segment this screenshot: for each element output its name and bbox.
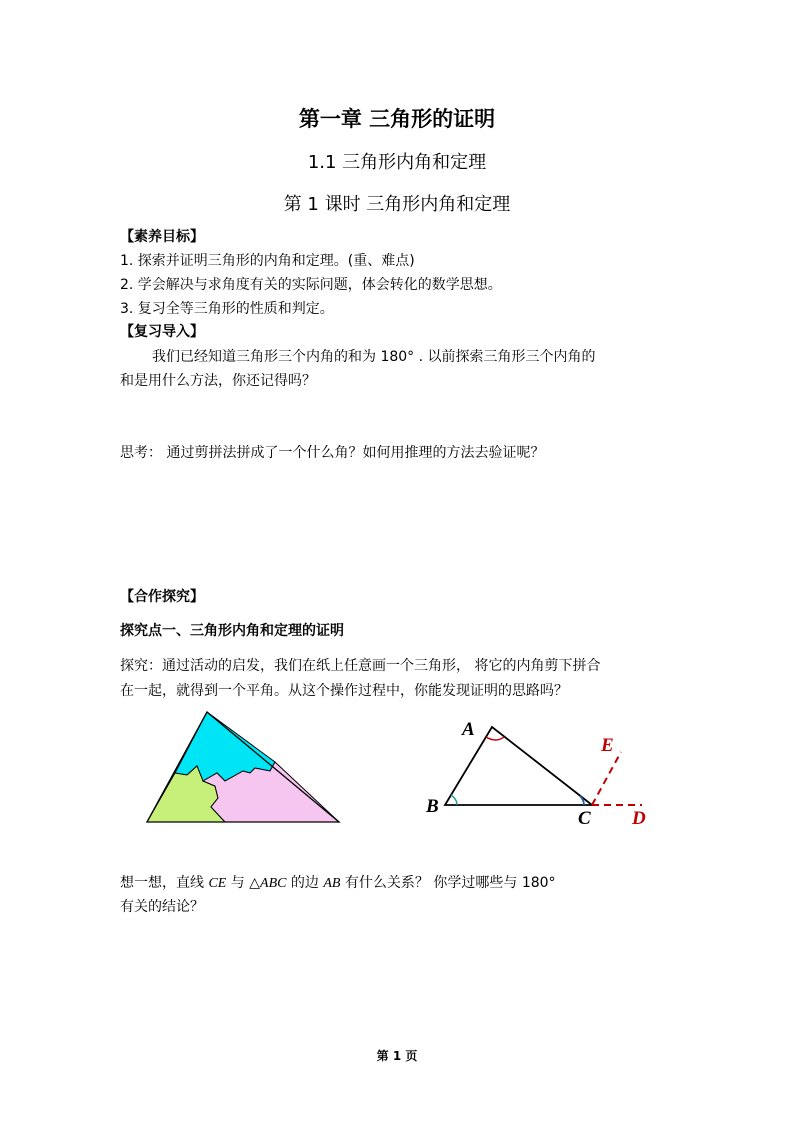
cut-paste-triangle-figure [145, 710, 345, 828]
ray-ce [592, 752, 621, 805]
review-heading: 【复习导入】 [120, 324, 204, 340]
think-question-2-line2: 有关的结论？ [120, 899, 204, 915]
explore-point-1: 探究点一、三角形内角和定理的证明 [120, 623, 344, 639]
angle-b-mark [451, 795, 457, 805]
page-number: 第 1 页 [376, 1049, 418, 1063]
explore-text-line2: 在一起，就得到一个平角。从这个操作过程中，你能发现证明的思路吗？ [120, 683, 568, 699]
think-question-2: 想一想，直线 CE 与 △ABC 的边 AB 有什么关系？ 你学过哪些与 180° [120, 875, 556, 891]
chapter-title: 第一章 三角形的证明 [298, 107, 496, 131]
review-paragraph-line1: 我们已经知道三角形三个内角的和为 180° . 以前探索三角形三个内角的 [152, 349, 596, 365]
explore-heading: 【合作探究】 [120, 589, 204, 605]
goals-heading: 【素养目标】 [120, 229, 204, 245]
explore-text-line1: 探究：通过活动的启发，我们在纸上任意画一个三角形， 将它的内角剪下拼合 [120, 658, 601, 674]
goal-item-2: 2. 学会解决与求角度有关的实际问题，体会转化的数学思想。 [120, 277, 502, 293]
triangle-abc-figure [420, 712, 660, 832]
section-title: 1.1 三角形内角和定理 [307, 152, 487, 173]
label-d: D [632, 808, 646, 829]
lesson-title: 第 1 课时 三角形内角和定理 [283, 194, 511, 215]
goal-item-3: 3. 复习全等三角形的性质和判定。 [120, 301, 334, 317]
think-question: 思考： 通过剪拼法拼成了一个什么角？如何用推理的方法去验证呢？ [120, 445, 545, 461]
label-c: C [578, 808, 591, 829]
review-paragraph-line2: 和是用什么方法，你还记得吗？ [120, 373, 316, 389]
label-b: B [426, 796, 439, 817]
angle-a-mark [486, 737, 504, 740]
label-a: A [462, 719, 475, 740]
goal-item-1: 1. 探索并证明三角形的内角和定理。(重、难点) [120, 253, 415, 269]
label-e: E [601, 735, 614, 756]
